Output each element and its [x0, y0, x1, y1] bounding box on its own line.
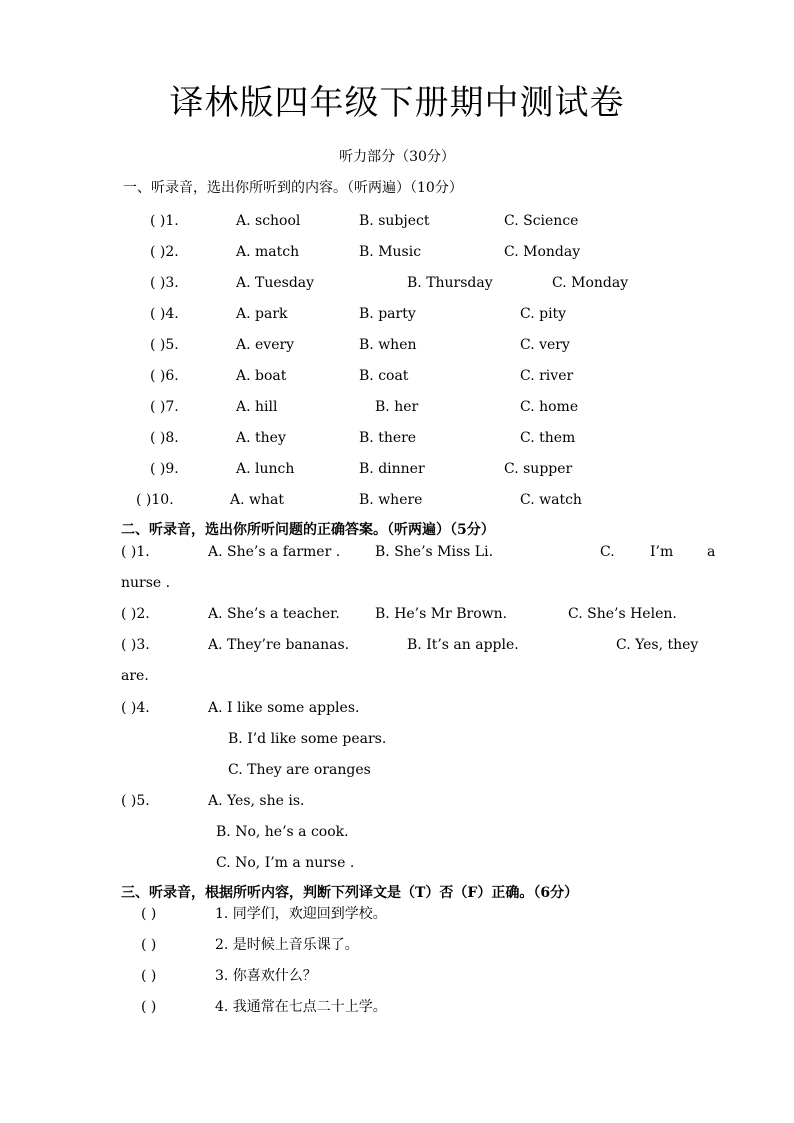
s1-q1-option-c: C. Science — [504, 213, 579, 229]
s2-q3-option-a: A. They’re bananas. — [208, 637, 350, 653]
s2-q1-number: ( )1. — [121, 544, 150, 560]
s1-q5-option-a: A. every — [236, 337, 295, 353]
s2-q2-option-b: B. He’s Mr Brown. — [375, 606, 508, 622]
s1-q3-option-a: A. Tuesday — [236, 275, 315, 291]
s2-q3-option-c: C. Yes, they — [616, 637, 699, 653]
s1-q6-number: ( )6. — [150, 368, 179, 384]
s2-q1-option-c-word: I’m — [650, 544, 674, 560]
s2-q1-continuation: nurse . — [121, 575, 171, 591]
s1-q1-option-b: B. subject — [359, 213, 430, 229]
s3-q3-text: 3. 你喜欢什么？ — [215, 968, 317, 984]
s1-q6-option-a: A. boat — [236, 368, 287, 384]
s1-q9-option-c: C. supper — [504, 461, 573, 477]
s2-q5-option-a: A. Yes, she is. — [208, 793, 305, 809]
s1-q1-option-a: A. school — [236, 213, 301, 229]
s3-q4-text: 4. 我通常在七点二十上学。 — [215, 999, 387, 1015]
s2-q4-number: ( )4. — [121, 700, 150, 716]
s1-q10-option-b: B. where — [359, 492, 423, 508]
s1-q3-option-b: B. Thursday — [407, 275, 493, 291]
s1-q8-option-a: A. they — [236, 430, 286, 446]
s1-q7-number: ( )7. — [150, 399, 179, 415]
s1-q5-number: ( )5. — [150, 337, 179, 353]
s2-q4-option-a: A. I like some apples. — [208, 700, 360, 716]
s2-q1-option-c: C. — [600, 544, 615, 560]
s2-q4-option-c: C. They are oranges — [228, 762, 371, 778]
s1-q1-number: ( )1. — [150, 213, 179, 229]
s2-q2-option-a: A. She’s a teacher. — [208, 606, 340, 622]
s2-q3-option-b: B. It’s an apple. — [407, 637, 519, 653]
s2-q2-option-c: C. She’s Helen. — [568, 606, 677, 622]
s2-q3-continuation: are. — [121, 668, 149, 684]
section1-heading: 一、听录音，选出你所听到的内容。（听两遍）（10分） — [123, 180, 463, 196]
page-title: 译林版四年级下册期中测试卷 — [169, 83, 625, 123]
s1-q10-number: ( )10. — [136, 492, 174, 508]
s1-q4-option-a: A. park — [236, 306, 288, 322]
s1-q3-option-c: C. Monday — [552, 275, 629, 291]
s1-q4-option-c: C. pity — [520, 306, 567, 322]
s2-q2-number: ( )2. — [121, 606, 150, 622]
s3-q2-blank: ( ) — [141, 937, 157, 953]
s1-q2-option-a: A. match — [236, 244, 300, 260]
s1-q10-option-a: A. what — [230, 492, 284, 508]
s1-q9-number: ( )9. — [150, 461, 179, 477]
s1-q2-number: ( )2. — [150, 244, 179, 260]
s1-q7-option-c: C. home — [520, 399, 579, 415]
s1-q5-option-b: B. when — [359, 337, 417, 353]
s2-q1-option-c-word2: a — [707, 544, 716, 560]
s2-q3-number: ( )3. — [121, 637, 150, 653]
s1-q7-option-a: A. hill — [236, 399, 278, 415]
s1-q7-option-b: B. her — [375, 399, 419, 415]
s3-q3-blank: ( ) — [141, 968, 157, 984]
s2-q5-option-b: B. No, he’s a cook. — [216, 824, 349, 840]
s2-q4-option-b: B. I’d like some pears. — [228, 731, 387, 747]
s1-q9-option-a: A. lunch — [236, 461, 295, 477]
s2-q1-option-b: B. She’s Miss Li. — [375, 544, 494, 560]
s3-q1-blank: ( ) — [141, 906, 157, 922]
s1-q8-option-c: C. them — [520, 430, 576, 446]
section2-heading: 二、听录音，选出你所听问题的正确答案。（听两遍）（5分） — [121, 522, 495, 538]
s2-q5-number: ( )5. — [121, 793, 150, 809]
s2-q1-option-a: A. She’s a farmer . — [208, 544, 341, 560]
s1-q8-number: ( )8. — [150, 430, 179, 446]
s3-q1-text: 1. 同学们，欢迎回到学校。 — [215, 906, 387, 922]
s3-q4-blank: ( ) — [141, 999, 157, 1015]
s1-q5-option-c: C. very — [520, 337, 570, 353]
s1-q8-option-b: B. there — [359, 430, 417, 446]
s3-q2-text: 2. 是时候上音乐课了。 — [215, 937, 359, 953]
section3-heading: 三、听录音，根据所听内容，判断下列译文是（T）否（F）正确。（6分） — [121, 885, 579, 901]
s1-q9-option-b: B. dinner — [359, 461, 425, 477]
s1-q6-option-c: C. river — [520, 368, 574, 384]
s1-q4-number: ( )4. — [150, 306, 179, 322]
listening-part-subtitle: 听力部分（30分） — [339, 149, 455, 165]
s1-q4-option-b: B. party — [359, 306, 416, 322]
s1-q2-option-b: B. Music — [359, 244, 422, 260]
s2-q5-option-c: C. No, I’m a nurse . — [216, 855, 355, 871]
s1-q6-option-b: B. coat — [359, 368, 409, 384]
s1-q3-number: ( )3. — [150, 275, 179, 291]
s1-q2-option-c: C. Monday — [504, 244, 581, 260]
s1-q10-option-c: C. watch — [520, 492, 582, 508]
